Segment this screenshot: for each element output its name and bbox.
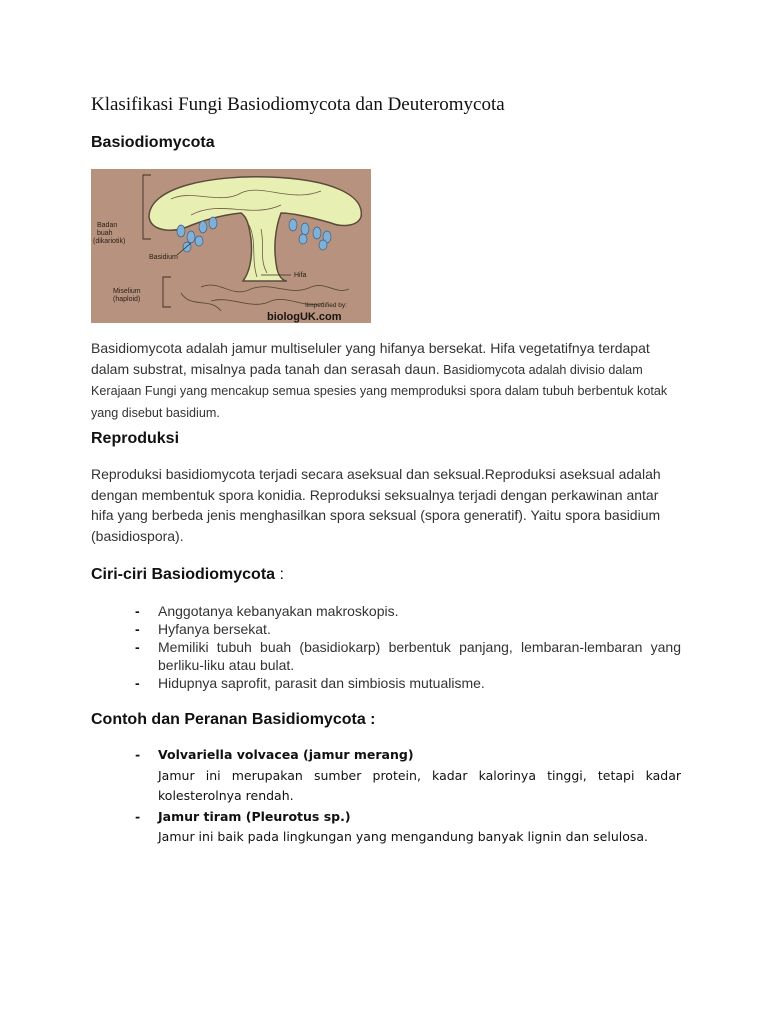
label-miselium [113, 288, 143, 303]
reproduksi-description: Reproduksi basidiomycota terjadi secara aseksual dan seksual.Reproduksi aseksual adalah dengan membentuk spora konidia. Reproduksi seksualnya terjadi dengan perkawinan antar hifa yang berbeda jenis menghasilkan spora seksual (spora generatif). Yaitu spora basidium (basidiospora). [91, 466, 661, 544]
section-heading-reproduksi: Reproduksi [91, 430, 180, 447]
label-badan-buah-line2: buah [97, 230, 113, 237]
list-dash: - [135, 675, 140, 691]
list-dash: - [135, 808, 141, 824]
basidiomycota-description [91, 338, 681, 423]
contoh-list [91, 745, 681, 848]
label-miselium-line2: (haploid) [113, 296, 141, 303]
list-dash: - [135, 639, 140, 655]
label-basidium: Basidium [149, 254, 178, 261]
ciri-ciri-heading-colon: : [275, 566, 284, 583]
label-badan-buah-line1: Badan [97, 222, 118, 229]
example-item [91, 745, 681, 807]
credit-top-text: Ilmpedified by: [305, 302, 347, 309]
section-heading-basiodiomycota: Basiodiomycota [91, 134, 215, 151]
list-item [91, 638, 681, 674]
basidium-spores-right [289, 219, 331, 250]
example-name: Jamur tiram (Pleurotus sp.) [158, 808, 351, 824]
list-item-text: Hidupnya saprofit, parasit dan simbiosis mutualisme. [158, 675, 485, 691]
example-description: Jamur ini merupakan sumber protein, kadar kalorinya tinggi, tetapi kadar kolesterolnya rendah. [158, 767, 681, 803]
list-dash: - [135, 747, 141, 762]
section-heading-contoh: Contoh dan Peranan Basidiomycota : [91, 711, 376, 728]
list-item [91, 602, 681, 620]
ciri-ciri-heading-text: Ciri-ciri Basiodiomycota [91, 566, 276, 583]
list-item-text: Memiliki tubuh buah (basidiokarp) berbentuk panjang, lembaran-lembaran yang berliku-liku atau bulat. [158, 639, 681, 673]
list-item-text: Hyfanya bersekat. [158, 621, 271, 637]
example-item [91, 807, 681, 848]
ciri-ciri-list [91, 602, 681, 692]
mushroom-diagram-svg [91, 169, 371, 323]
document-title: Klasifikasi Fungi Basiodiomycota dan Deuteromycota [91, 94, 505, 115]
list-dash: - [135, 603, 140, 619]
list-dash: - [135, 621, 140, 637]
basidiomycota-description-extra: Basidiomycota adalah divisio dalam Kerajaan Fungi yang mencakup semua spesies yang memproduksi spora dalam tubuh berbentuk kotak yang disebut basidium. [91, 362, 668, 420]
label-badan-buah [93, 222, 125, 245]
label-hifa: Hifa [294, 272, 307, 279]
label-miselium-line1: Miselium [113, 288, 141, 295]
mushroom-diagram [91, 169, 371, 323]
label-badan-buah-line3: (dikariotik) [93, 238, 126, 245]
example-name: Volvariella volvacea (jamur merang) [158, 747, 414, 762]
basidiomycota-description-main: Basidiomycota adalah jamur multiseluler yang hifanya bersekat. Hifa vegetatifnya terdapat dalam substrat, misalnya pada tanah dan serasah daun. [91, 340, 650, 377]
credit-brand-text: biologUK.com [267, 311, 342, 323]
example-description: Jamur ini baik pada lingkungan yang mengandung banyak lignin dan selulosa. [158, 829, 649, 844]
section-heading-ciri-ciri [91, 566, 284, 584]
list-item-text: Anggotanya kebanyakan makroskopis. [158, 603, 399, 619]
list-item [91, 674, 681, 692]
list-item [91, 620, 681, 638]
